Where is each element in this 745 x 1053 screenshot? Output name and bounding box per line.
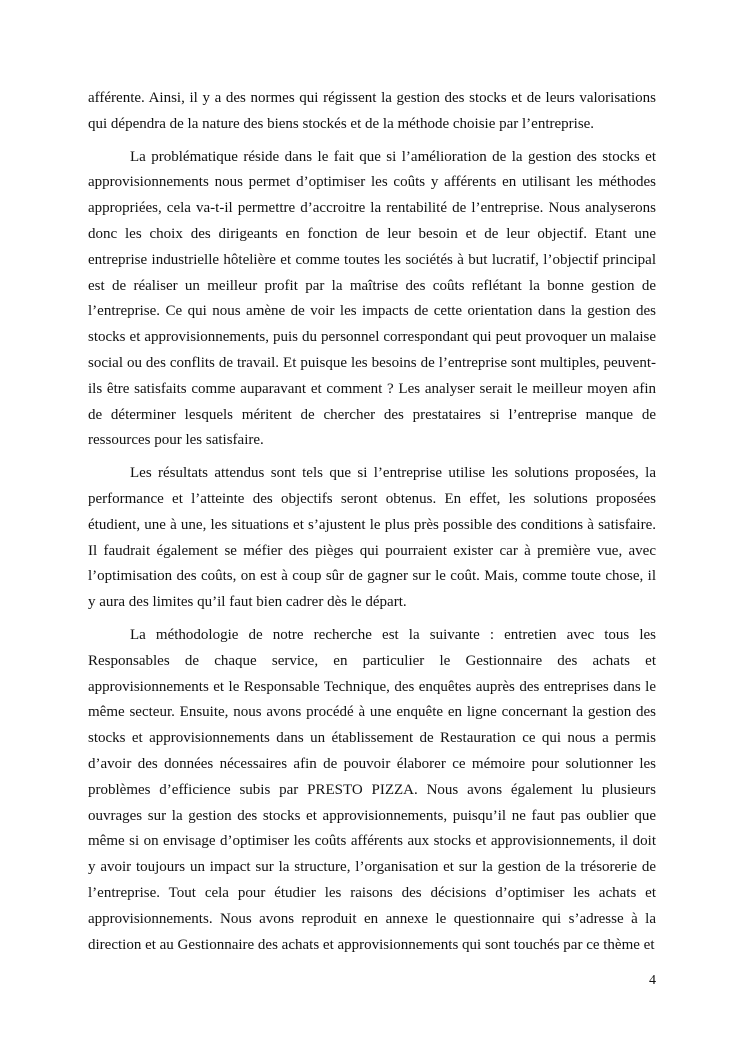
paragraph-resultats: Les résultats attendus sont tels que si l’entreprise utilise les solutions proposées, la performance et l’atteinte des objectifs seront obtenus. En effet, les solutions proposées étudient, une à une, les situations et s’ajustent le plus près possible des conditions à satisfaire. Il faudrait également se méfier des pièges qui pourraient exister car à première vue, avec l’optimisation des coûts, on est à coup sûr de gagner sur le coût. Mais, comme toute chose, il y aura des limites qu’il faut bien cadrer dès le départ.	[88, 465, 656, 611]
page-number: 4	[649, 973, 656, 988]
paragraph-methodologie: La méthodologie de notre recherche est la suivante : entretien avec tous les Responsables de chaque service, en particulier le Gestionnaire des achats et approvisionnements et le Responsable Technique, des enquêtes auprès des entreprises dans le même secteur. Ensuite, nous avons procédé à une enquête en ligne concernant la gestion des stocks et approvisionnements dans un établissement de Restauration ce qui nous a permis d’avoir des données nécessaires afin de pouvoir élaborer ce mémoire pour solutionner les problèmes d’efficience subis par PRESTO PIZZA. Nous avons également lu plusieurs ouvrages sur la gestion des stocks et approvisionnements, puisqu’il ne faut pas oublier que même si on envisage d’optimiser les coûts afférents aux stocks et approvisionnements, il doit y avoir toujours un impact sur la structure, l’organisation et sur la gestion de la trésorerie de l’entreprise. Tout cela pour étudier les raisons des décisions d’optimiser les achats et approvisionnements. Nous avons reproduit en annexe le questionnaire qui s’adresse à la direction et au Gestionnaire des achats et approvisionnements qui sont touchés par ce thème et	[88, 626, 656, 953]
paragraph-continuation: afférente. Ainsi, il y a des normes qui régissent la gestion des stocks et de leurs valorisations qui dépendra de la nature des biens stockés et de la méthode choisie par l’entreprise.	[88, 90, 656, 132]
document-body	[88, 86, 656, 965]
paragraph-problematique: La problématique réside dans le fait que si l’amélioration de la gestion des stocks et approvisionnements nous permet d’optimiser les coûts y afférents en utilisant les méthodes appropriées, cela va-t-il permettre d’accroitre la rentabilité de l’entreprise. Nous analyserons donc les choix des dirigeants en fonction de leur besoin et de leur objectif. Etant une entreprise industrielle hôtelière et comme toutes les sociétés à but lucratif, l’objectif principal est de réaliser un meilleur profit par la maîtrise des coûts reflétant la bonne gestion de l’entreprise. Ce qui nous amène de voir les impacts de cette orientation dans la gestion des stocks et approvisionnements, puis du personnel correspondant qui peut provoquer un malaise social ou des conflits de travail. Et puisque les besoins de l’entreprise sont multiples, peuvent-ils être satisfaits comme auparavant et comment ? Les analyser serait le meilleur moyen afin de déterminer lesquels méritent de chercher des prestataires si l’entreprise manque de ressources pour les satisfaire.	[88, 148, 656, 449]
